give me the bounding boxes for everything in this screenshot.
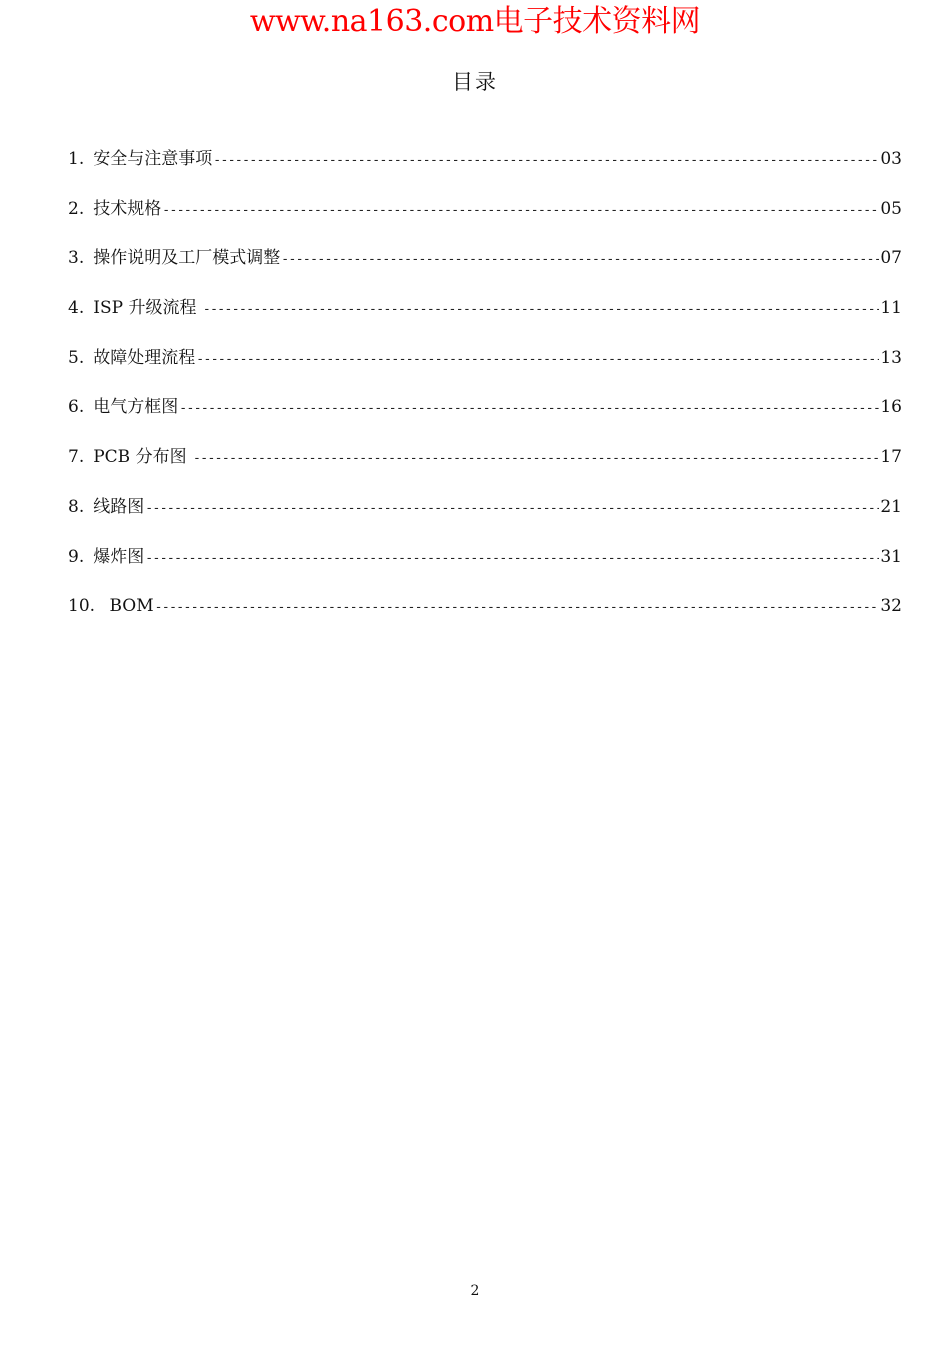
toc-dot-leader — [195, 346, 879, 374]
toc-item-label: 故障处理流程 — [93, 347, 196, 368]
toc-item — [68, 493, 902, 543]
toc-item-label: 安全与注意事项 — [93, 149, 213, 169]
toc-item — [68, 294, 902, 344]
toc-item-page: 07 — [880, 248, 902, 269]
toc-item — [68, 443, 902, 493]
toc-item-label: 爆炸图 — [93, 546, 145, 567]
toc-dot-leader — [178, 395, 879, 423]
toc-item — [68, 543, 902, 593]
toc-item — [68, 244, 902, 294]
toc-dot-leader — [280, 246, 879, 274]
toc-item-page: 05 — [880, 198, 902, 219]
toc-item-number: 9. — [68, 546, 85, 567]
site-watermark: www.na163.com电子技术资料网 — [249, 4, 701, 39]
toc-item-number: 10. — [68, 596, 96, 617]
toc-item — [68, 592, 902, 642]
toc-item-number: 2. — [68, 198, 85, 219]
toc-dot-leader — [202, 296, 880, 324]
toc-dot-leader — [154, 594, 880, 622]
toc-item-number: 7. — [68, 447, 85, 468]
toc-item-page: 17 — [880, 447, 902, 468]
table-of-contents — [68, 145, 902, 642]
toc-item-number: 6. — [68, 397, 85, 418]
toc-item-label: PCB 分布图 — [93, 447, 192, 468]
toc-item-label: 操作说明及工厂模式调整 — [93, 248, 281, 269]
toc-item-page: 32 — [880, 596, 902, 617]
toc-item-number: 3. — [68, 248, 85, 269]
toc-item-page: 31 — [880, 546, 902, 567]
toc-item-number: 5. — [68, 347, 85, 368]
toc-item-page: 03 — [880, 149, 902, 169]
toc-item-label: BOM — [104, 596, 154, 617]
toc-item-label: ISP 升级流程 — [93, 298, 202, 319]
toc-item — [68, 145, 902, 195]
toc-item-page: 11 — [880, 298, 902, 319]
toc-dot-leader — [144, 495, 879, 523]
toc-item-number: 8. — [68, 496, 85, 517]
toc-item-number: 4. — [68, 298, 85, 319]
toc-item-label: 技术规格 — [93, 198, 162, 219]
toc-item — [68, 344, 902, 394]
toc-item — [68, 393, 902, 443]
toc-item-page: 21 — [880, 496, 902, 517]
toc-dot-leader — [192, 445, 879, 473]
toc-item-page: 13 — [880, 347, 902, 368]
toc-item-page: 16 — [880, 397, 902, 418]
toc-item-label: 线路图 — [93, 496, 145, 517]
page-title: 目录 — [452, 70, 498, 94]
toc-item — [68, 195, 902, 245]
toc-dot-leader — [144, 545, 879, 573]
toc-dot-leader — [161, 197, 879, 225]
toc-dot-leader — [212, 147, 879, 175]
toc-item-number: 1. — [68, 149, 85, 169]
toc-item-label: 电气方框图 — [93, 397, 179, 418]
page-number: 2 — [470, 1283, 480, 1299]
